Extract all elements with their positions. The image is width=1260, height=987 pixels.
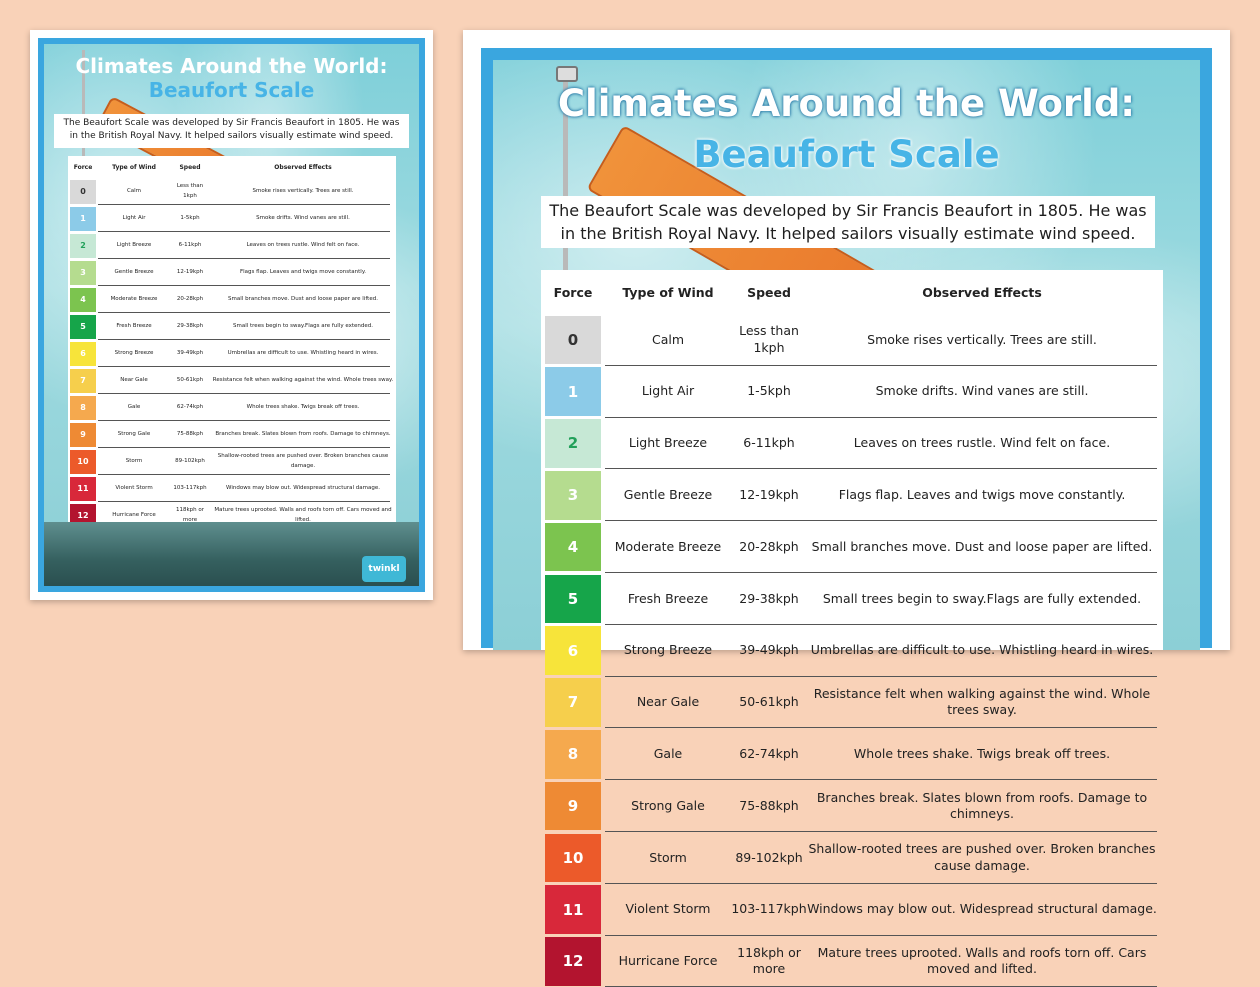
- zoom-table: [541, 270, 1163, 977]
- effects-cell: Branches break. Slates blown from roofs. Damage to chimneys.: [816, 789, 1148, 822]
- force-cell: 3: [70, 261, 96, 285]
- poster-intro-line1: The Beaufort Scale was developed by Sir Francis Beaufort in 1805. He was: [63, 118, 400, 128]
- speed-cell: 39-49kph: [176, 349, 204, 356]
- speed-cell: 6-11kph: [178, 241, 202, 248]
- type-cell: Light Air: [122, 214, 146, 221]
- force-cell: 9: [545, 782, 601, 831]
- speed-cell: 1-5kph: [747, 383, 791, 399]
- force-cell: 1: [545, 367, 601, 416]
- speed-cell: 62-74kph: [739, 746, 799, 762]
- table-row: [541, 728, 1163, 780]
- effects-cell: Whole trees shake. Twigs break off trees.: [246, 403, 360, 410]
- force-cell: 7: [545, 678, 601, 727]
- type-cell: Light Breeze: [628, 435, 708, 451]
- effects-cell: Windows may blow out. Widespread structural damage.: [807, 901, 1157, 917]
- effects-cell: Resistance felt when walking against the wind. Whole trees sway.: [813, 685, 1151, 718]
- force-cell: 0: [70, 180, 96, 204]
- table-row: [68, 178, 396, 205]
- poster-title-line2: Beaufort Scale: [148, 78, 315, 102]
- table-row: [541, 884, 1163, 936]
- header-effects: Observed Effects: [922, 284, 1042, 300]
- table-row: [68, 448, 396, 475]
- zoom-title-line2: Beaufort Scale: [693, 133, 1000, 176]
- type-cell: Storm: [649, 849, 687, 865]
- table-header-row: [68, 156, 396, 178]
- zoom-intro-line1: The Beaufort Scale was developed by Sir Francis Beaufort in 1805. He was: [549, 201, 1147, 220]
- table-row: [68, 475, 396, 502]
- effects-cell: Small trees begin to sway.Flags are fully extended.: [822, 590, 1142, 606]
- speed-cell: Less than 1kph: [739, 323, 799, 355]
- force-cell: 6: [70, 342, 96, 366]
- table-row: [68, 205, 396, 232]
- poster-zoom: [463, 30, 1230, 977]
- header-type: Type of Wind: [112, 163, 156, 171]
- table-row: [541, 573, 1163, 625]
- speed-cell: 39-49kph: [739, 642, 799, 658]
- force-cell: 5: [545, 575, 601, 624]
- effects-cell: Branches break. Slates blown from roofs. Damage to chimneys.: [215, 430, 391, 437]
- table-row: [68, 286, 396, 313]
- force-cell: 3: [545, 471, 601, 520]
- force-cell: 8: [70, 396, 96, 420]
- effects-cell: Small branches move. Dust and loose paper are lifted.: [811, 538, 1153, 554]
- poster-background: [44, 44, 419, 586]
- table-row: [68, 421, 396, 448]
- table-header-row: [541, 270, 1163, 314]
- effects-cell: Umbrellas are difficult to use. Whistling heard in wires.: [227, 349, 379, 356]
- table-row: [541, 832, 1163, 884]
- type-cell: Moderate Breeze: [614, 538, 722, 554]
- type-cell: Fresh Breeze: [116, 322, 152, 329]
- effects-cell: Windows may blow out. Widespread structural damage.: [226, 484, 380, 491]
- effects-cell: Whole trees shake. Twigs break off trees.: [853, 746, 1111, 762]
- speed-cell: 29-38kph: [739, 590, 799, 606]
- zoom-intro: [541, 196, 1155, 248]
- effects-cell: Smoke drifts. Wind vanes are still.: [875, 383, 1089, 399]
- effects-cell: Smoke rises vertically. Trees are still.: [867, 331, 1097, 347]
- effects-cell: Leaves on trees rustle. Wind felt on face.: [853, 435, 1111, 451]
- table-row: [541, 521, 1163, 573]
- pole-cap: [556, 66, 578, 82]
- speed-cell: 89-102kph: [735, 849, 803, 865]
- type-cell: Gale: [127, 403, 141, 410]
- header-force: Force: [553, 284, 593, 300]
- table-row: [541, 418, 1163, 470]
- table-row: [68, 232, 396, 259]
- speed-cell: 20-28kph: [739, 538, 799, 554]
- table-row: [541, 469, 1163, 521]
- header-speed: Speed: [179, 163, 201, 171]
- speed-cell: 75-88kph: [176, 430, 204, 437]
- speed-cell: Less than 1kph: [176, 183, 204, 199]
- force-cell: 9: [70, 423, 96, 447]
- type-cell: Moderate Breeze: [110, 295, 158, 302]
- table-row: [68, 367, 396, 394]
- effects-cell: Small branches move. Dust and loose paper are lifted.: [228, 295, 378, 302]
- effects-cell: Flags flap. Leaves and twigs move constantly.: [239, 268, 367, 275]
- speed-cell: 103-117kph: [173, 484, 207, 491]
- force-cell: 2: [545, 419, 601, 468]
- speed-cell: 103-117kph: [731, 901, 807, 917]
- table-row: [541, 314, 1163, 366]
- effects-cell: Smoke drifts. Wind vanes are still.: [256, 214, 350, 221]
- type-cell: Strong Gale: [117, 430, 151, 437]
- type-cell: Calm: [651, 331, 685, 347]
- speed-cell: 12-19kph: [739, 487, 799, 503]
- type-cell: Gale: [653, 746, 683, 762]
- effects-cell: Flags flap. Leaves and twigs move constantly.: [838, 487, 1126, 503]
- speed-cell: 6-11kph: [743, 435, 795, 451]
- header-type: Type of Wind: [622, 284, 714, 300]
- speed-cell: 50-61kph: [739, 694, 799, 710]
- table-row: [541, 780, 1163, 832]
- speed-cell: 118kph or more: [175, 507, 205, 523]
- type-cell: Near Gale: [636, 694, 700, 710]
- type-cell: Hurricane Force: [112, 511, 156, 518]
- table-row: [68, 394, 396, 421]
- speed-cell: 75-88kph: [739, 797, 799, 813]
- type-cell: Violent Storm: [625, 901, 711, 917]
- speed-cell: 89-102kph: [175, 457, 205, 464]
- force-cell: 0: [545, 316, 601, 365]
- force-cell: 10: [545, 834, 601, 883]
- speed-cell: 20-28kph: [176, 295, 204, 302]
- force-cell: 2: [70, 234, 96, 258]
- force-cell: 11: [545, 885, 601, 934]
- poster-intro-line2: in the British Royal Navy. It helped sailors visually estimate wind speed.: [69, 131, 394, 141]
- force-cell: 12: [70, 504, 96, 528]
- effects-cell: Mature trees uprooted. Walls and roofs torn off. Cars moved and lifted.: [817, 944, 1147, 977]
- table-row: [68, 259, 396, 286]
- table-row: [541, 677, 1163, 729]
- zoom-background: [493, 60, 1200, 977]
- type-cell: Hurricane Force: [618, 953, 718, 969]
- speed-cell: 50-61kph: [176, 376, 204, 383]
- type-cell: Storm: [125, 457, 143, 464]
- type-cell: Light Breeze: [116, 241, 152, 248]
- speed-cell: 1-5kph: [180, 214, 200, 221]
- force-cell: 4: [70, 288, 96, 312]
- zoom-title-line1: Climates Around the World:: [557, 82, 1136, 125]
- poster-title-line1: Climates Around the World:: [75, 54, 388, 78]
- type-cell: Violent Storm: [115, 484, 153, 491]
- type-cell: Fresh Breeze: [627, 590, 709, 606]
- speed-cell: 29-38kph: [176, 322, 204, 329]
- type-cell: Light Air: [641, 383, 695, 399]
- force-cell: 1: [70, 207, 96, 231]
- type-cell: Gentle Breeze: [114, 268, 154, 275]
- effects-cell: Mature trees uprooted. Walls and roofs torn off. Cars moved and lifted.: [214, 507, 392, 523]
- effects-cell: Shallow-rooted trees are pushed over. Broken branches cause damage.: [808, 841, 1156, 873]
- type-cell: Strong Breeze: [114, 349, 154, 356]
- effects-cell: Leaves on trees rustle. Wind felt on face.: [246, 241, 360, 248]
- effects-cell: Smoke rises vertically. Trees are still.: [252, 187, 354, 194]
- type-cell: Strong Gale: [631, 797, 705, 813]
- zoom-intro-line2: in the British Royal Navy. It helped sailors visually estimate wind speed.: [560, 224, 1136, 243]
- poster-intro: [54, 114, 409, 148]
- effects-cell: Umbrellas are difficult to use. Whistling heard in wires.: [810, 642, 1154, 658]
- force-cell: 7: [70, 369, 96, 393]
- speed-cell: 12-19kph: [176, 268, 204, 275]
- table-row: [541, 936, 1163, 987]
- twinkl-logo-text: twinkl: [368, 564, 400, 574]
- header-force: Force: [73, 163, 93, 171]
- effects-cell: Small trees begin to sway.Flags are fully extended.: [232, 322, 374, 329]
- table-row: [541, 366, 1163, 418]
- force-cell: 8: [545, 730, 601, 779]
- table-row: [541, 625, 1163, 677]
- force-cell: 11: [70, 477, 96, 501]
- force-cell: 12: [545, 937, 601, 986]
- force-cell: 10: [70, 450, 96, 474]
- force-cell: 5: [70, 315, 96, 339]
- effects-cell: Shallow-rooted trees are pushed over. Broken branches cause damage.: [217, 453, 389, 469]
- type-cell: Near Gale: [120, 376, 148, 383]
- type-cell: Calm: [126, 187, 142, 194]
- poster-thumbnail: [30, 30, 433, 600]
- header-speed: Speed: [747, 284, 791, 300]
- effects-cell: Resistance felt when walking against the wind. Whole trees sway.: [212, 376, 394, 383]
- table-row: [68, 313, 396, 340]
- force-cell: 4: [545, 523, 601, 572]
- header-effects: Observed Effects: [274, 163, 332, 171]
- type-cell: Strong Breeze: [623, 642, 713, 658]
- type-cell: Gentle Breeze: [623, 487, 713, 503]
- poster-table: [68, 156, 396, 544]
- speed-cell: 62-74kph: [176, 403, 204, 410]
- table-row: [68, 340, 396, 367]
- twinkl-logo: [362, 556, 406, 582]
- speed-cell: 118kph or more: [737, 944, 801, 977]
- force-cell: 6: [545, 626, 601, 675]
